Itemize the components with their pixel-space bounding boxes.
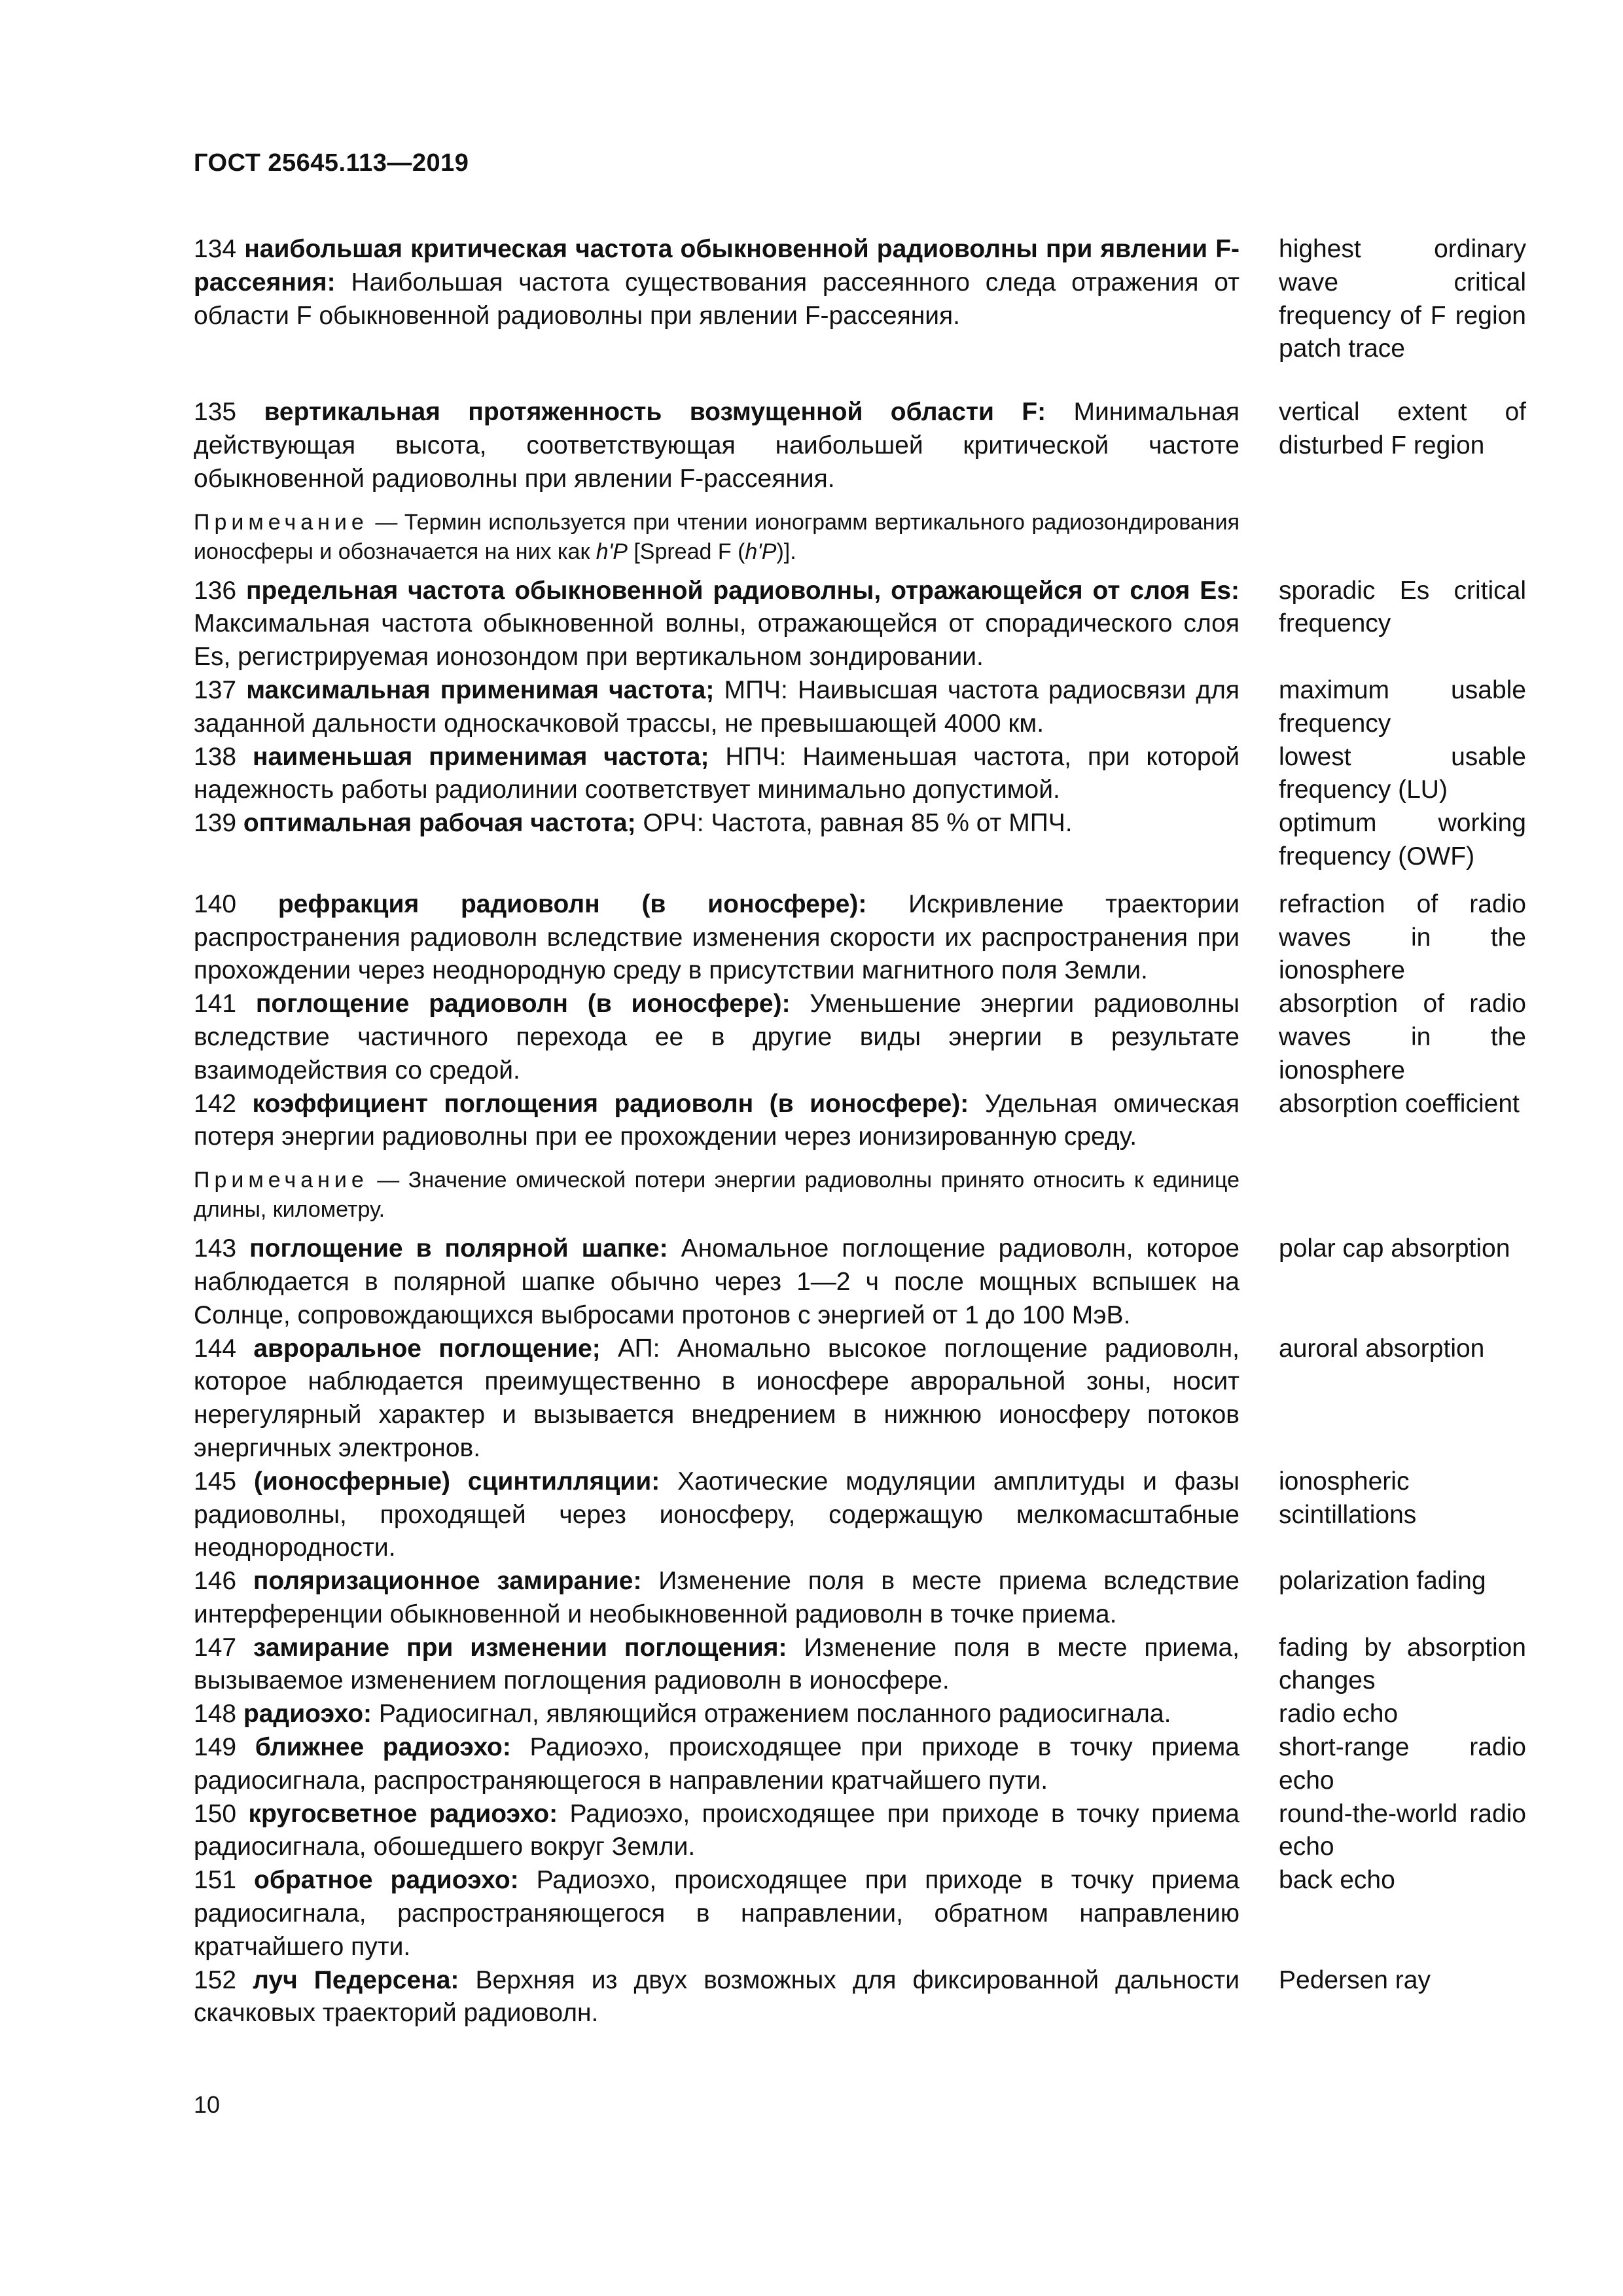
entry-en: radio echo	[1279, 1700, 1399, 1729]
entry-number: 148	[194, 1700, 237, 1729]
entry-definition: Радиоэхо, происходящее при приходе в точку приема радиосигнала, распространяющегося в направлении кратчайшего пути.	[194, 1733, 1240, 1795]
entry-number: 139	[194, 809, 237, 838]
entry-number: 147	[194, 1633, 237, 1662]
entry-en: back echo	[1279, 1866, 1395, 1895]
entry-en: polarization fading	[1279, 1567, 1486, 1596]
entry-definition: Верхняя из двух возможных для фиксированной дальности скачковых траекторий радиоволн.	[194, 1965, 1240, 2028]
note-142	[194, 1166, 1240, 1225]
entry-ru	[194, 1232, 1240, 1332]
entry-definition: Искривление траектории распространения радиоволн вследствие изменения скорости их распространения при прохождении через неоднородную среду в присутствии магнитного поля Земли.	[194, 889, 1240, 985]
document-header: ГОСТ 25645.113—2019	[194, 149, 469, 177]
term-entry-137	[194, 674, 1526, 741]
entry-number: 145	[194, 1467, 237, 1496]
entry-ru	[194, 1465, 1240, 1565]
entry-en: polar cap absorption	[1279, 1234, 1510, 1263]
entry-definition: Уменьшение энергии радиоволны вследствие частичного перехода ее в другие виды энергии в результате взаимодействия со средой.	[194, 990, 1240, 1085]
entry-term: луч Педерсена:	[253, 1965, 459, 1994]
entry-term: замирание при изменении поглощения:	[253, 1633, 787, 1662]
entry-definition: Аномальное поглощение радиоволн, которое наблюдается в полярной шапке обычно через 1—2 ч после мощных вспышек на Солнце, сопровождающихся выбросами протонов с энергией от 1 до 100 МэВ.	[194, 1234, 1240, 1329]
entry-term: наибольшая критическая частота обыкновенной радиоволны при явлении F-рассеяния:	[194, 235, 1240, 296]
term-entry-134	[194, 233, 1526, 366]
term-entry-150	[194, 1798, 1526, 1865]
entry-ru	[194, 1798, 1240, 1865]
entry-ru	[194, 988, 1240, 1087]
entry-term: наименьшая применимая частота;	[252, 742, 709, 771]
entry-term: рефракция радиоволн (в ионосфере):	[277, 889, 867, 918]
entry-definition: Изменение поля в месте приема вследствие интерференции обыкновенной и необыкновенной радиоволн в точке приема.	[194, 1567, 1240, 1628]
term-entry-152	[194, 1964, 1526, 2031]
entry-definition: Изменение поля в месте приема, вызываемое изменением поглощения радиоволн в ионосфере.	[194, 1633, 1240, 1695]
entry-number: 141	[194, 990, 237, 1018]
entry-number: 135	[194, 398, 237, 427]
terms-list	[194, 233, 1526, 2030]
note-text: — Значение омической потери энергии радиоволны принято относить к единице длины, километру.	[194, 1168, 1240, 1223]
entry-term: предельная частота обыкновенной радиоволны, отражающейся от слоя Es:	[245, 576, 1240, 605]
entry-definition: Радиоэхо, происходящее при приходе в точку приема радиосигнала, обошедшего вокруг Земли.	[194, 1799, 1240, 1861]
entry-definition: Хаотические модуляции амплитуды и фазы радиоволны, проходящей через ионосферу, содержащую мелкомасштабные неоднородности.	[194, 1467, 1240, 1562]
note-label: Примечание	[194, 509, 368, 535]
entry-en: maximum usable frequency	[1279, 675, 1526, 738]
term-entry-143	[194, 1232, 1526, 1332]
entry-term: ближнее радиоэхо:	[255, 1733, 511, 1762]
entry-number: 149	[194, 1733, 237, 1762]
entry-ru	[194, 396, 1240, 495]
note-text: — Термин используется при чтении ионограмм вертикального радиозондирования ионосферы и обозначается на них как	[194, 509, 1240, 564]
entry-number: 144	[194, 1334, 237, 1363]
entry-ru	[194, 1333, 1240, 1465]
entry-term: коэффициент поглощения радиоволн (в ионосфере):	[252, 1089, 969, 1118]
entry-number: 138	[194, 742, 237, 771]
entry-ru	[194, 1565, 1240, 1632]
entry-en: highest ordinary wave critical frequency of F region patch trace	[1279, 235, 1526, 363]
entry-en: ionospheric scintillations	[1279, 1467, 1417, 1529]
entry-definition: Радиосигнал, являющийся отражением посланного радиосигнала.	[378, 1700, 1171, 1729]
term-entry-135	[194, 396, 1526, 495]
term-entry-138	[194, 741, 1526, 808]
entry-term: кругосветное радиоэхо:	[248, 1799, 558, 1828]
entry-ru	[194, 1632, 1240, 1698]
term-entry-151	[194, 1864, 1526, 1964]
term-entry-140	[194, 888, 1526, 988]
entry-ru	[194, 1698, 1240, 1731]
entry-ru	[194, 741, 1240, 808]
entry-term: поглощение радиоволн (в ионосфере):	[255, 990, 791, 1018]
entry-en: vertical extent of disturbed F region	[1279, 398, 1526, 459]
entry-en: Pedersen ray	[1279, 1965, 1431, 1994]
term-entry-148	[194, 1698, 1526, 1731]
page-number: 10	[194, 2091, 221, 2118]
entry-definition: Удельная омическая потеря энергии радиоволны при ее прохождении через ионизированную среду.	[194, 1089, 1240, 1151]
entry-ru	[194, 807, 1240, 874]
term-entry-147	[194, 1632, 1526, 1698]
note-text: [Spread F (	[627, 539, 745, 564]
entry-number: 134	[194, 235, 237, 263]
entry-term: оптимальная рабочая частота;	[243, 809, 636, 838]
entry-en: refraction of radio waves in the ionosphere	[1279, 889, 1526, 985]
entry-ru	[194, 1731, 1240, 1798]
entry-number: 146	[194, 1567, 237, 1596]
entry-ru	[194, 233, 1240, 366]
entry-definition: Минимальная действующая высота, соответствующая наибольшей критической частоте обыкновенной радиоволны при явлении F-рассеяния.	[194, 398, 1240, 493]
entry-en: lowest usable frequency (LU)	[1279, 742, 1526, 804]
note-symbol: h'P	[745, 539, 777, 564]
entry-en: absorption coefficient	[1279, 1089, 1520, 1118]
entry-en: absorption of radio waves in the ionosphere	[1279, 990, 1526, 1085]
entry-ru	[194, 1088, 1240, 1155]
entry-number: 142	[194, 1089, 237, 1118]
entry-en: auroral absorption	[1279, 1334, 1485, 1363]
entry-definition: МПЧ: Наивысшая частота радиосвязи для заданной дальности односкачковой трассы, не превышающей 4000 км.	[194, 675, 1240, 738]
note-symbol: h'P	[596, 539, 628, 564]
note-label: Примечание	[194, 1168, 368, 1193]
entry-definition: ОРЧ: Частота, равная 85 % от МПЧ.	[643, 809, 1073, 838]
term-entry-149	[194, 1731, 1526, 1798]
note-135	[194, 508, 1240, 567]
entry-en: round-the-world radio echo	[1279, 1799, 1526, 1861]
entry-number: 137	[194, 675, 237, 704]
entry-term: поглощение в полярной шапке:	[249, 1234, 668, 1263]
entry-en: sporadic Es critical frequency	[1279, 576, 1526, 638]
term-entry-146	[194, 1565, 1526, 1632]
entry-ru	[194, 1864, 1240, 1964]
entry-number: 151	[194, 1866, 237, 1895]
entry-ru	[194, 1964, 1240, 2031]
term-entry-142	[194, 1088, 1526, 1155]
entry-definition: Наибольшая частота существования рассеянного следа отражения от области F обыкновенной радиоволны при явлении F-рассеяния.	[194, 268, 1240, 330]
note-text: )].	[776, 539, 796, 564]
entry-term: обратное радиоэхо:	[254, 1866, 519, 1895]
entry-ru	[194, 888, 1240, 988]
entry-term: максимальная применимая частота;	[246, 675, 715, 704]
entry-en: short-range radio echo	[1279, 1733, 1526, 1795]
entry-number: 143	[194, 1234, 237, 1263]
entry-ru	[194, 674, 1240, 741]
entry-definition: НПЧ: Наименьшая частота, при которой надежность работы радиолинии соответствует минимально допустимой.	[194, 742, 1240, 804]
entry-definition: АП: Аномально высокое поглощение радиоволн, которое наблюдается преимущественно в ионосфере авроральной зоны, носит нерегулярный характер и вызывается внедрением в нижнюю ионосферу потоков энергичных электронов.	[194, 1334, 1240, 1462]
entry-number: 150	[194, 1799, 237, 1828]
entry-en: fading by absorption changes	[1279, 1633, 1526, 1695]
term-entry-136	[194, 575, 1526, 674]
term-entry-139	[194, 807, 1526, 874]
term-entry-144	[194, 1333, 1526, 1465]
entry-definition: Максимальная частота обыкновенной волны, отражающейся от спорадического слоя Es, регистрируемая ионозондом при вертикальном зондировании.	[194, 609, 1240, 672]
term-entry-145	[194, 1465, 1526, 1565]
term-entry-141	[194, 988, 1526, 1087]
entry-term: вертикальная протяженность возмущенной области F:	[264, 398, 1046, 427]
entry-term: авроральное поглощение;	[253, 1334, 601, 1363]
entry-number: 152	[194, 1965, 237, 1994]
entry-number: 140	[194, 889, 237, 918]
entry-definition: Радиоэхо, происходящее при приходе в точку приема радиосигнала, распространяющегося в направлении, обратном направлению кратчайшего пути.	[194, 1866, 1240, 1961]
entry-en: optimum working frequency (OWF)	[1279, 809, 1526, 870]
entry-term: (ионосферные) сцинтилляции:	[253, 1467, 660, 1496]
entry-term: поляризационное замирание:	[253, 1567, 642, 1596]
entry-term: радиоэхо:	[243, 1700, 372, 1729]
entry-number: 136	[194, 576, 237, 605]
entry-ru	[194, 575, 1240, 674]
